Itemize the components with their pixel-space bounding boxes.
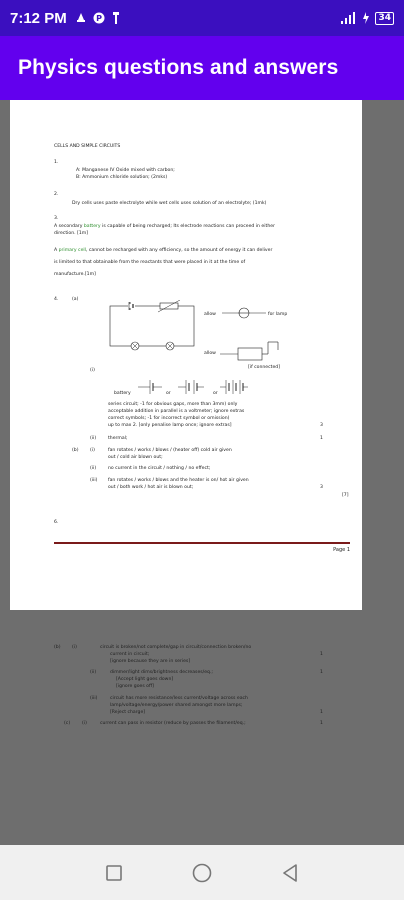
p2-part-b-iii: (iii) bbox=[90, 696, 98, 701]
bi-answer-2: out / cold air blown out; bbox=[108, 455, 163, 460]
signal-icon bbox=[341, 12, 357, 24]
page-divider bbox=[54, 542, 350, 544]
p2-part-b-i: (i) bbox=[72, 645, 77, 650]
q4-answer-line2: is limited to that obtainable from the reactants that were placed in it at the time of bbox=[54, 260, 246, 265]
for-lamp-label: for lamp bbox=[268, 312, 288, 317]
home-button[interactable] bbox=[190, 861, 214, 885]
circle-icon bbox=[192, 863, 212, 883]
app-title: Physics questions and answers bbox=[18, 56, 339, 79]
p2-c-answer: current can pass in resistor (reduce by passes the filament/eq.; bbox=[100, 721, 246, 726]
allow-label-2: allow bbox=[204, 351, 216, 356]
lamp-symbol bbox=[222, 306, 266, 320]
q4-answer: A primary cell, cannot be recharged with any efficiency, so the amount of energy it can deliver bbox=[54, 248, 273, 253]
recents-button[interactable] bbox=[102, 861, 126, 885]
series-answer-4: up to max 2. [only penalise lamp once; ignore extras] bbox=[108, 423, 232, 428]
mark-3b: 3 bbox=[320, 485, 323, 490]
q4-answer-line3: manufacture.[1m] bbox=[54, 272, 96, 277]
pdf-page-1 bbox=[10, 100, 362, 726]
mark-total-7: [7] bbox=[342, 493, 349, 498]
series-answer-3: correct symbols; -1 for incorrect symbol or omission) bbox=[108, 416, 230, 421]
p2-part-b: (b) bbox=[54, 645, 61, 650]
heater-symbol bbox=[220, 340, 282, 364]
sub-part-i: (i) bbox=[90, 368, 95, 373]
if-connected-label: [if connected] bbox=[248, 365, 280, 370]
square-icon bbox=[106, 865, 122, 881]
p2-mark-2: 1 bbox=[320, 670, 323, 675]
q1-number: 1. bbox=[54, 160, 59, 165]
p2-biii-answer: circuit has more resistance/less current/voltage across each bbox=[110, 696, 248, 701]
series-answer-1: series circuit; -1 for obvious gaps, more than 3mm) only bbox=[108, 402, 238, 407]
battery-level: 34 bbox=[375, 12, 394, 25]
status-bar bbox=[0, 0, 404, 36]
q3-number: 3. bbox=[54, 216, 59, 221]
battery-label: battery bbox=[114, 391, 131, 396]
person-icon bbox=[75, 12, 87, 24]
bi-answer: fan rotates / works / blows / (heater off) cold air given bbox=[108, 448, 232, 453]
biii-answer-2: out / both work / hot air is blown out; bbox=[108, 485, 194, 490]
q3-answer: A secondary battery is capable of being recharged; Its electrode reactions can proceed in either bbox=[54, 224, 275, 229]
q5-part-a: (a) bbox=[72, 297, 79, 302]
sub-part-ii: (ii) bbox=[90, 436, 97, 441]
p2-bii-answer: dimmer/light dims/brightness decreases/eq.; bbox=[110, 670, 213, 675]
or-label-1: or bbox=[166, 391, 171, 396]
q6-number: 6. bbox=[54, 520, 59, 525]
mark-3a: 3 bbox=[320, 423, 323, 428]
battery-icon bbox=[375, 12, 394, 25]
p2-bi-answer-3: [ignore because they are in series] bbox=[110, 659, 191, 664]
p2-mark-4: 1 bbox=[320, 721, 323, 726]
p2-bi-answer: circuit is broken/not complete/gap in circuit/connection broken/no bbox=[100, 645, 252, 650]
status-icons-right bbox=[341, 12, 394, 25]
p2-biii-answer-2: lamp/voltage/energy/power shared amongst more lamps; bbox=[110, 703, 243, 708]
status-icons-left bbox=[75, 12, 121, 24]
ii-answer: thermal; bbox=[108, 436, 128, 441]
part-b-ii: (ii) bbox=[90, 466, 97, 471]
p2-biii-answer-3: [Reject charge] bbox=[110, 710, 146, 715]
bii-answer: no current in the circuit / nothing / no effect; bbox=[108, 466, 211, 471]
p2-bi-answer-2: current in circuit; bbox=[110, 652, 150, 657]
p2-part-c-i: (i) bbox=[82, 721, 87, 726]
q3-answer-line2: direction. [1m] bbox=[54, 231, 89, 236]
battery-symbols bbox=[138, 378, 248, 396]
p2-bii-answer-2: [Accept light goes down] bbox=[116, 677, 174, 682]
part-b-iii: (iii) bbox=[90, 478, 98, 483]
p2-mark-1: 1 bbox=[320, 652, 323, 657]
part-b-i: (i) bbox=[90, 448, 95, 453]
allow-lamp-label: allow bbox=[204, 312, 216, 317]
part-b: (b) bbox=[72, 448, 79, 453]
p-icon bbox=[93, 12, 105, 24]
q1-answer-a: A: Manganese IV Oxide mixed with carbon; bbox=[76, 168, 175, 173]
page-number: Page 1 bbox=[333, 547, 350, 553]
back-button[interactable] bbox=[278, 861, 302, 885]
usb-icon bbox=[111, 12, 121, 24]
biii-answer: fan rotates / works / blows and the heater is on/ hot air given bbox=[108, 478, 249, 483]
doc-heading: CELLS AND SIMPLE CIRCUITS bbox=[54, 144, 121, 149]
q2-answer: Dry cells uses paste electrolyte while wet cells uses solution of an electrolyte; (1mk) bbox=[72, 201, 267, 206]
back-triangle-icon bbox=[282, 864, 298, 882]
wifi-icon bbox=[362, 12, 370, 24]
p2-part-c: (c) bbox=[64, 721, 71, 726]
p2-mark-3: 1 bbox=[320, 710, 323, 715]
svg-text:P: P bbox=[95, 14, 102, 23]
or-label-2: or bbox=[213, 391, 218, 396]
p2-part-b-ii: (ii) bbox=[90, 670, 97, 675]
q5-number: 4. bbox=[54, 297, 59, 302]
series-answer-2: acceptable addition in parallel is a voltmeter; ignore extras bbox=[108, 409, 245, 414]
pdf-viewer[interactable] bbox=[0, 100, 404, 845]
p2-bii-answer-3: [ignore goes off] bbox=[116, 684, 154, 689]
status-time: 7:12 PM bbox=[10, 9, 67, 27]
circuit-diagram bbox=[108, 300, 198, 354]
q2-number: 2. bbox=[54, 192, 59, 197]
navigation-bar bbox=[0, 845, 404, 900]
q1-answer-b: B: Ammonium chloride solution; (2mks) bbox=[76, 175, 168, 180]
app-bar bbox=[0, 36, 404, 100]
mark-1a: 1 bbox=[320, 436, 323, 441]
